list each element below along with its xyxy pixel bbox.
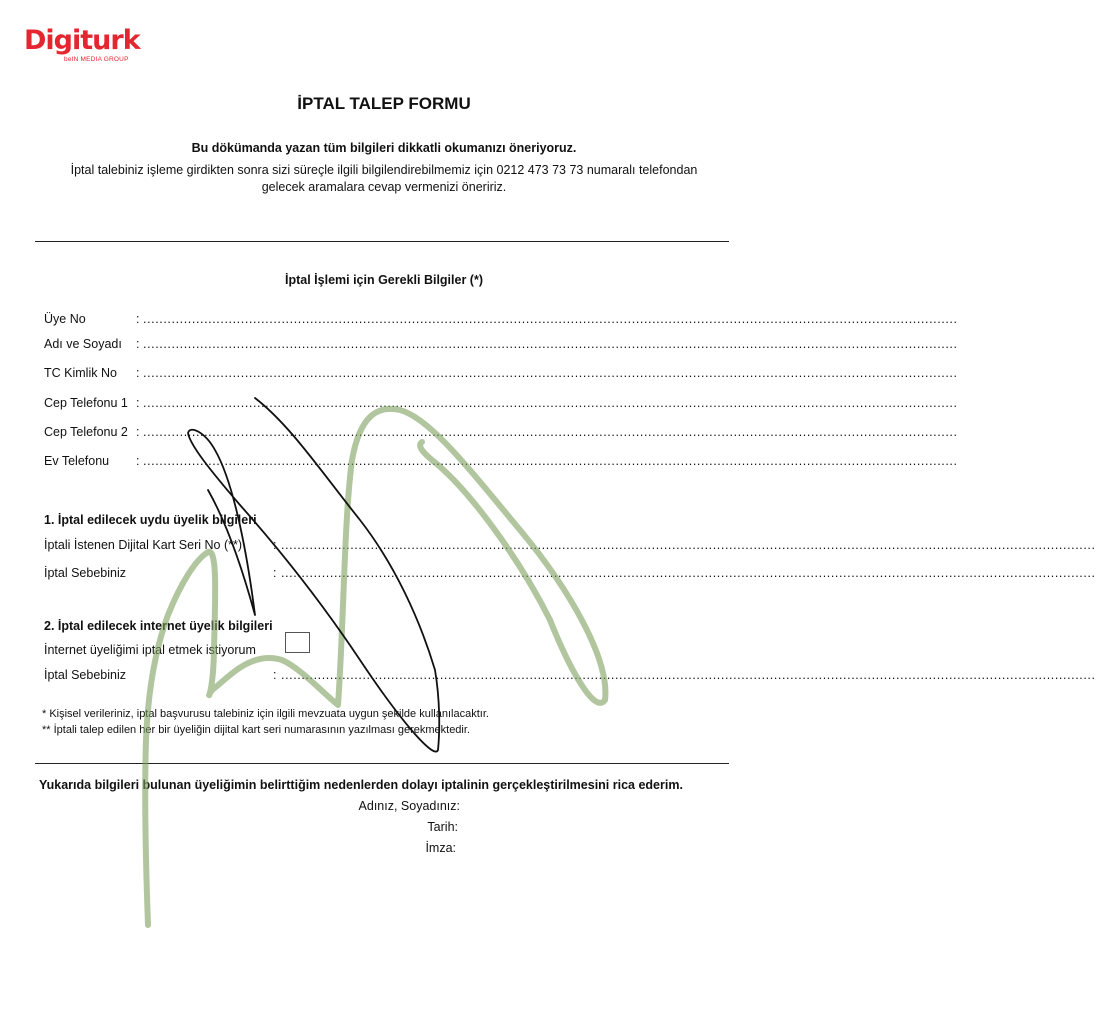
field-sep: : xyxy=(136,454,140,468)
card-serial-label: İptali İstenen Dijital Kart Seri No (**) xyxy=(44,538,242,552)
field-sep: : xyxy=(273,668,277,682)
ev-telefonu-input-line[interactable]: ........................................................................................................................................................................................................ xyxy=(143,454,958,468)
ad-soyad-input-line[interactable]: ........................................................................................................................................................................................................ xyxy=(143,337,958,351)
internet-checkbox-label: İnternet üyeliğimi iptal etmek istiyorum xyxy=(44,643,256,657)
intro-line-1: İptal talebiniz işleme girdikten sonra sizi süreçle ilgili bilgilendirebilmemiz için 0212 473 73 73 numaralı telefondan xyxy=(70,163,698,177)
logo-tagline: beIN MEDIA GROUP xyxy=(64,56,129,63)
field-label-ev-telefonu: Ev Telefonu xyxy=(44,454,110,468)
tc-kimlik-input-line[interactable]: ........................................................................................................................................................................................................ xyxy=(143,366,958,380)
declaration-text: Yukarıda bilgileri bulunan üyeliğimin belirttiğim nedenlerden dolayı iptalinin gerçekleştirilmesini rica ederim. xyxy=(39,778,683,792)
cep-2-input-line[interactable]: ........................................................................................................................................................................................................ xyxy=(143,425,958,439)
signature-label: İmza: xyxy=(425,841,456,855)
cep-1-input-line[interactable]: ........................................................................................................................................................................................................ xyxy=(143,396,958,410)
internet-heading: 2. İptal edilecek internet üyelik bilgileri xyxy=(44,619,273,633)
footnote-2: ** İptali talep edilen her bir üyeliğin dijital kart seri numarasının yazılması gerekmektedir. xyxy=(42,724,470,736)
internet-cancel-checkbox[interactable] xyxy=(285,632,310,653)
field-sep: : xyxy=(136,366,140,380)
satellite-heading: 1. İptal edilecek uydu üyelik bilgileri xyxy=(44,513,257,527)
logo-brand-text: Digiturk xyxy=(24,25,140,56)
page-title: İPTAL TALEP FORMU xyxy=(297,94,471,113)
field-label-cep-1: Cep Telefonu 1 xyxy=(44,396,128,410)
date-label: Tarih: xyxy=(427,820,458,834)
internet-reason-label: İptal Sebebiniz xyxy=(44,668,127,682)
field-sep: : xyxy=(136,337,140,351)
field-sep: : xyxy=(136,425,140,439)
required-heading: İptal İşlemi için Gerekli Bilgiler (*) xyxy=(285,273,483,287)
footnote-1: * Kişisel verileriniz, iptal başvurusu talebiniz için ilgili mevzuata uygun şekilde kullanılacaktır. xyxy=(42,708,489,720)
field-label-ad-soyad: Adı ve Soyadı xyxy=(44,337,122,351)
internet-reason-input-line[interactable]: ........................................................................................................................................................................................................ xyxy=(281,668,1096,682)
intro-bold: Bu dökümanda yazan tüm bilgileri dikkatli okumanızı öneriyoruz. xyxy=(191,141,577,155)
card-serial-input-line[interactable]: ........................................................................................................................................................................................................ xyxy=(281,538,1096,552)
field-label-tc-kimlik: TC Kimlik No xyxy=(44,366,117,380)
digiturk-logo xyxy=(24,25,140,66)
divider-bottom xyxy=(35,763,729,764)
field-sep: : xyxy=(273,538,277,552)
name-label: Adınız, Soyadınız: xyxy=(358,799,460,813)
intro-line-2: gelecek aramalara cevap vermenizi öneririz. xyxy=(261,180,507,194)
field-label-uye-no: Üye No xyxy=(44,312,86,326)
field-sep: : xyxy=(136,312,140,326)
satellite-reason-label: İptal Sebebiniz xyxy=(44,566,127,580)
satellite-reason-input-line[interactable]: ........................................................................................................................................................................................................ xyxy=(281,566,1096,580)
field-label-cep-2: Cep Telefonu 2 xyxy=(44,425,128,439)
field-sep: : xyxy=(136,396,140,410)
uye-no-input-line[interactable]: ........................................................................................................................................................................................................ xyxy=(143,312,958,326)
field-sep: : xyxy=(273,566,277,580)
divider-top xyxy=(35,241,729,242)
